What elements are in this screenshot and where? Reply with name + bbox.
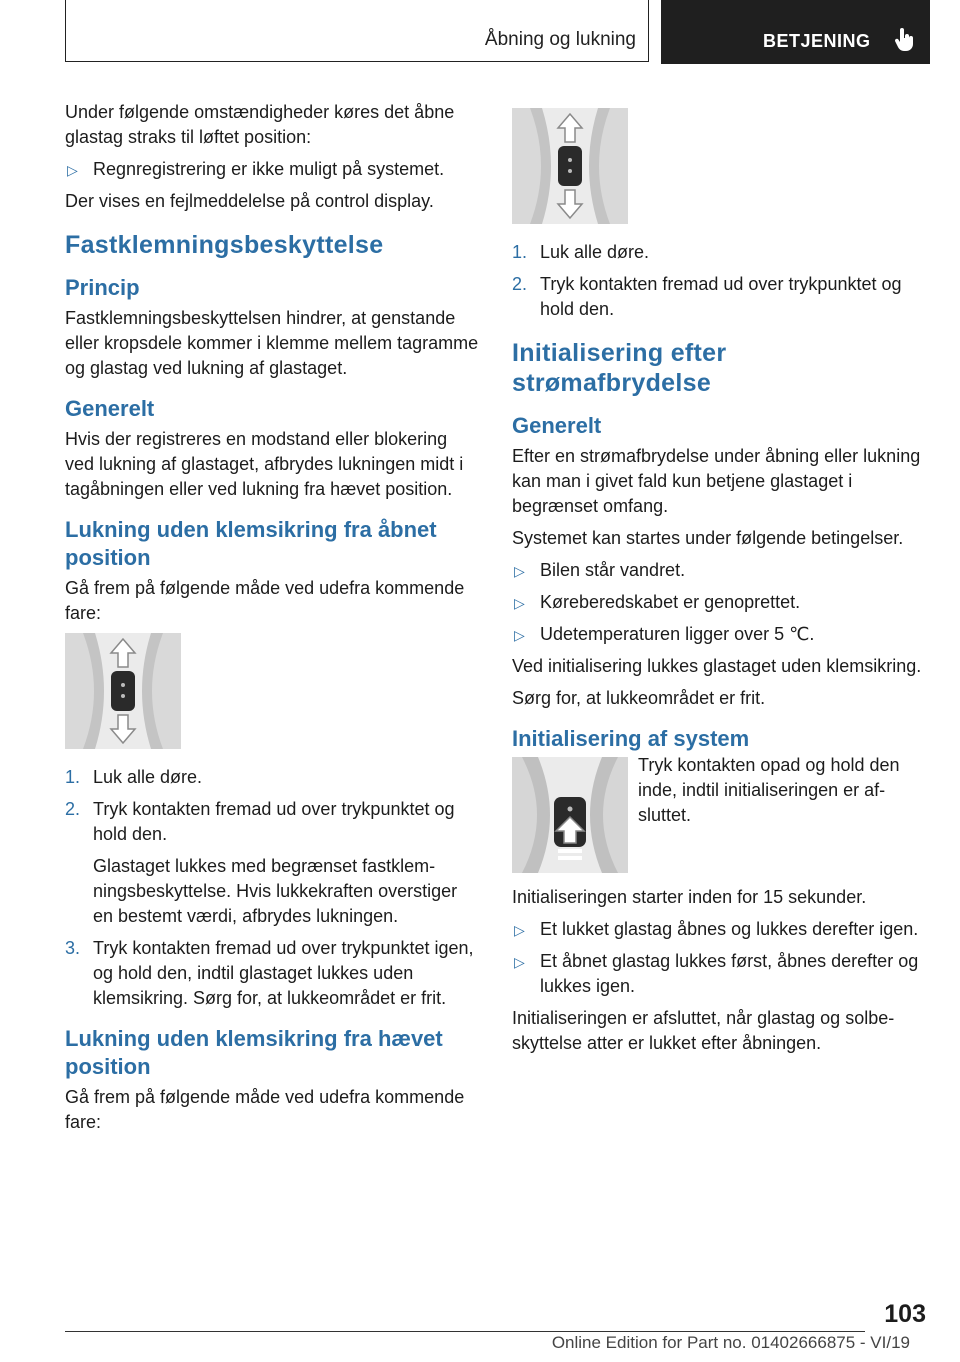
right-column bbox=[512, 108, 922, 1063]
list-item: ▷ Bilen står vandret. bbox=[512, 558, 922, 583]
list-item: ▷ Regnregistrering er ikke muligt på systemet. bbox=[65, 157, 480, 182]
system-end-text: Initialiseringen er afsluttet, når glastag og solbeskyttelse atter er lukket efter åbningen. bbox=[512, 1008, 895, 1053]
triangle-bullet-icon: ▷ bbox=[514, 922, 525, 938]
page-header bbox=[65, 0, 930, 64]
list-item: ▷ Køreberedskabet er genoprettet. bbox=[512, 590, 922, 615]
chapter-tab bbox=[661, 0, 930, 64]
list-item: 1. Luk alle døre. bbox=[512, 242, 650, 262]
heading-init-after-power-loss: Initialisering efter strømafbrydelse bbox=[512, 339, 727, 397]
chapter-title: BETJENING bbox=[763, 31, 871, 51]
start-conditions-intro: Systemet kan startes under følgende betingelser. bbox=[512, 528, 904, 548]
raised-intro: Gå frem på følgende måde ved udefra kommende fare: bbox=[65, 1087, 465, 1132]
triangle-bullet-icon: ▷ bbox=[514, 627, 525, 643]
system-init-instruction: Tryk kontakten opad og hold den inde, indtil initialiseringen er afsluttet. bbox=[638, 755, 900, 825]
heading-general: Generelt bbox=[512, 413, 602, 438]
footer-divider bbox=[65, 1331, 865, 1332]
init-note: Ved initialisering lukkes glastaget uden klemsikring. bbox=[512, 656, 922, 676]
edition-text: Online Edition for Part no. 01402666875 - VI/19 bbox=[551, 1333, 910, 1352]
intro-paragraph-2: Der vises en fejlmeddelelse på control display. bbox=[65, 191, 434, 211]
list-item: 2. Tryk kontakten fremad ud over trykpunktet og hold den. bbox=[512, 274, 902, 319]
list-item: 3. Tryk kontakten fremad ud over trykpunktet igen, og hold den, indtil glastaget lukkes uden klemsikring. Sørg for, at lukkeområdet er frit. bbox=[65, 938, 474, 1008]
page-number: 103 bbox=[884, 1300, 926, 1328]
general-text: Hvis der registreres en modstand eller blokering ved lukning af glastaget, afbrydes lukningen midt i tagåbningen eller ved lukning fra hævet position. bbox=[65, 429, 464, 499]
step-note: Glastaget lukkes med begrænset fastklemningsbeskyttelse. Hvis lukkekraften overstiger en bestemt værdi, afbrydes lukningen. bbox=[93, 856, 458, 926]
heading-pinch-protection: Fastklemningsbeskyttelse bbox=[65, 231, 384, 259]
heading-system-init: Initialisering af system bbox=[512, 726, 750, 751]
section-title-box bbox=[65, 0, 649, 62]
principle-text: Fastklemningsbeskyttelsen hindrer, at genstande eller kropsdele kommer i klemme mellem tagramme og glastag ved lukning af glastaget. bbox=[65, 308, 479, 378]
hand-pointer-icon bbox=[893, 28, 915, 52]
triangle-bullet-icon: ▷ bbox=[67, 162, 78, 178]
heading-close-from-raised: Lukning uden klemsikring fra hævet position bbox=[65, 1026, 443, 1079]
list-item: ▷ Et åbnet glastag lukkes først, åbnes derefter og lukkes igen. bbox=[514, 951, 919, 996]
left-column bbox=[65, 100, 480, 1142]
heading-principle: Princip bbox=[65, 275, 140, 300]
triangle-bullet-icon: ▷ bbox=[514, 595, 525, 611]
open-intro: Gå frem på følgende måde ved udefra kommende fare: bbox=[65, 578, 465, 623]
system-start-text: Initialiseringen starter inden for 15 sekunder. bbox=[512, 887, 867, 907]
system-init-block bbox=[512, 757, 922, 873]
roof-switch-up-icon bbox=[512, 757, 628, 873]
roof-switch-forward-icon bbox=[512, 108, 628, 224]
heading-general: Generelt bbox=[65, 396, 155, 421]
ensure-text: Sørg for, at lukkeområdet er frit. bbox=[512, 688, 766, 708]
list-item: ▷ Udetemperaturen ligger over 5 ℃. bbox=[512, 622, 922, 647]
triangle-bullet-icon: ▷ bbox=[514, 954, 525, 970]
triangle-bullet-icon: ▷ bbox=[514, 563, 525, 579]
list-item: 2. Tryk kontakten fremad ud over trykpunktet og hold den. bbox=[65, 799, 455, 844]
list-item: 1. Luk alle døre. bbox=[65, 767, 203, 787]
list-item: ▷ Et lukket glastag åbnes og lukkes derefter igen. bbox=[512, 917, 922, 942]
section-title: Åbning og lukning bbox=[484, 29, 636, 50]
intro-paragraph: Under følgende omstændigheder køres det åbne glastag straks til løftet position: bbox=[65, 102, 455, 147]
heading-close-from-open: Lukning uden klemsikring fra åbnet position bbox=[65, 517, 437, 570]
general-text: Efter en strømafbrydelse under åbning eller lukning kan man i givet fald kun betjene glastaget i begrænset omfang. bbox=[512, 446, 921, 516]
roof-switch-forward-icon bbox=[65, 633, 181, 749]
